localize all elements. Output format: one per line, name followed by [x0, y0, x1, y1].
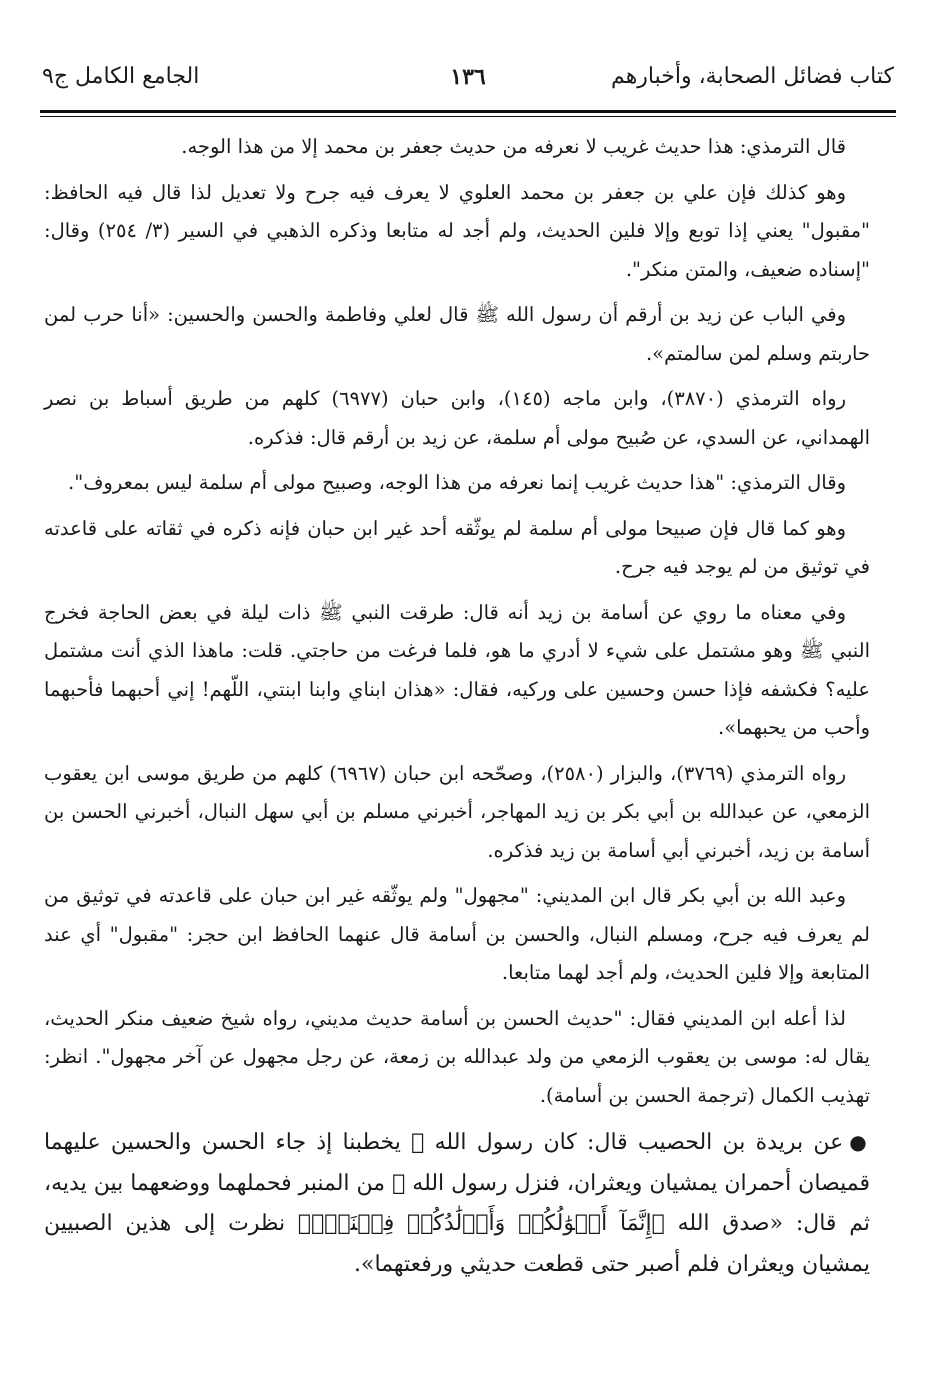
hadith-paragraph	[44, 1122, 870, 1285]
paragraph: وهو كما قال فإن صبيحا مولى أم سلمة لم يوثّقه أحد غير ابن حبان فإنه ذكره في ثقاته على قاعدته في توثيق من لم يوجد فيه جرح.	[44, 516, 870, 578]
paragraph: قال الترمذي: هذا حديث غريب لا نعرفه من حديث جعفر بن محمد إلا من هذا الوجه.	[181, 135, 846, 158]
paragraph: وعبد الله بن أبي بكر قال ابن المديني: "مجهول" ولم يوثّقه غير ابن حبان على قاعدته في توثيق من لم يعرف فيه جرح، ومسلم النبال، والحسن بن أسامة قال عنهما الحافظ ابن حجر: "مقبول" أي عند المتابعة وإلا فلين الحديث، ولم أجد لهما متابعا.	[44, 884, 870, 984]
paragraph: وهو كذلك فإن علي بن جعفر بن محمد العلوي لا يعرف فيه جرح ولا تعديل لذا قال فيه الحافظ: "مقبول" يعني إذا توبع وإلا فلين الحديث، ولم أجد له متابعا وذكره الذهبي في السير (٣/ ٢٥٤) وقال: "إسناده ضعيف، والمتن منكر".	[44, 180, 870, 281]
paragraph: رواه الترمذي (٣٧٦٩)، والبزار (٢٥٨٠)، وصحّحه ابن حبان (٦٩٦٧) كلهم من طريق موسى ابن يعقوب الزمعي، عن عبدالله بن أبي بكر بن زيد المهاجر، أخبرني مسلم بن أبي سهل النبال، أخبرني الحسن بن أسامة بن زيد، أخبرني أبي أسامة بن زيد فذكره.	[44, 761, 870, 862]
page-number: ١٣٦	[450, 64, 486, 90]
page-header	[40, 62, 896, 106]
paragraph: وفي الباب عن زيد بن أرقم أن رسول الله ﷺ قال لعلي وفاطمة والحسن والحسين: «أنا حرب لمن حاربتم وسلم لمن سالمتم».	[44, 303, 870, 365]
bullet-icon: ●	[849, 1130, 870, 1154]
header-rule-thin	[40, 116, 896, 117]
paragraph: وفي معناه ما روي عن أسامة بن زيد أنه قال: طرقت النبي ﷺ ذات ليلة في بعض الحاجة فخرج النبي ﷺ وهو مشتمل على شيء لا أدري ما هو، فلما فرغت من حاجتي. قلت: ماهذا الذي أنت مشتمل عليه؟ فكشفه فإذا حسن وحسين على وركيه، فقال: «هذان ابناي وابنا ابنتي، اللّهم! إني أحبهما فأحبهما وأحب من يحبهما».	[44, 600, 870, 739]
paragraph: لذا أعله ابن المديني فقال: "حديث الحسن بن أسامة حديث مديني، رواه شيخ ضعيف منكر الحديث، يقال له: موسى بن يعقوب الزمعي من ولد عبدالله بن زمعة، عن رجل مجهول عن آخر مجهول". انظر: تهذيب الكمال (ترجمة الحسن بن أسامة).	[44, 1006, 870, 1107]
hadith-text: عن بريدة بن الحصيب قال: كان رسول الله ﷺ يخطبنا إذ جاء الحسن والحسين عليهما قميصان أحمران يمشيان ويعثران، فنزل رسول الله ﷺ من المنبر فحملهما ووضعهما بين يديه، ثم قال: «صدق الله ﴿إِنَّمَآ أَمۡوَٰلُكُمۡ وَأَوۡلَٰدُكُمۡ فِتۡنَةٞۚ﴾ نظرت إلى هذين الصبيين يمشيان ويعثران فلم أصبر حتى قطعت حديثي ورفعتهما».	[44, 1130, 870, 1277]
paragraph: رواه الترمذي (٣٨٧٠)، وابن ماجه (١٤٥)، وابن حبان (٦٩٧٧) كلهم من طريق أسباط بن نصر الهمداني، عن السدي، عن صُبيح مولى أم سلمة، عن زيد بن أرقم قال: فذكره.	[44, 387, 870, 449]
header-rule-thick	[40, 110, 896, 113]
paragraph: وقال الترمذي: "هذا حديث غريب إنما نعرفه من هذا الوجه، وصبيح مولى أم سلمة ليس بمعروف".	[68, 471, 846, 494]
body-text	[44, 128, 870, 1292]
book-title: كتاب فضائل الصحابة، وأخبارهم	[611, 64, 894, 89]
volume-label: الجامع الكامل ج٩	[42, 64, 200, 89]
